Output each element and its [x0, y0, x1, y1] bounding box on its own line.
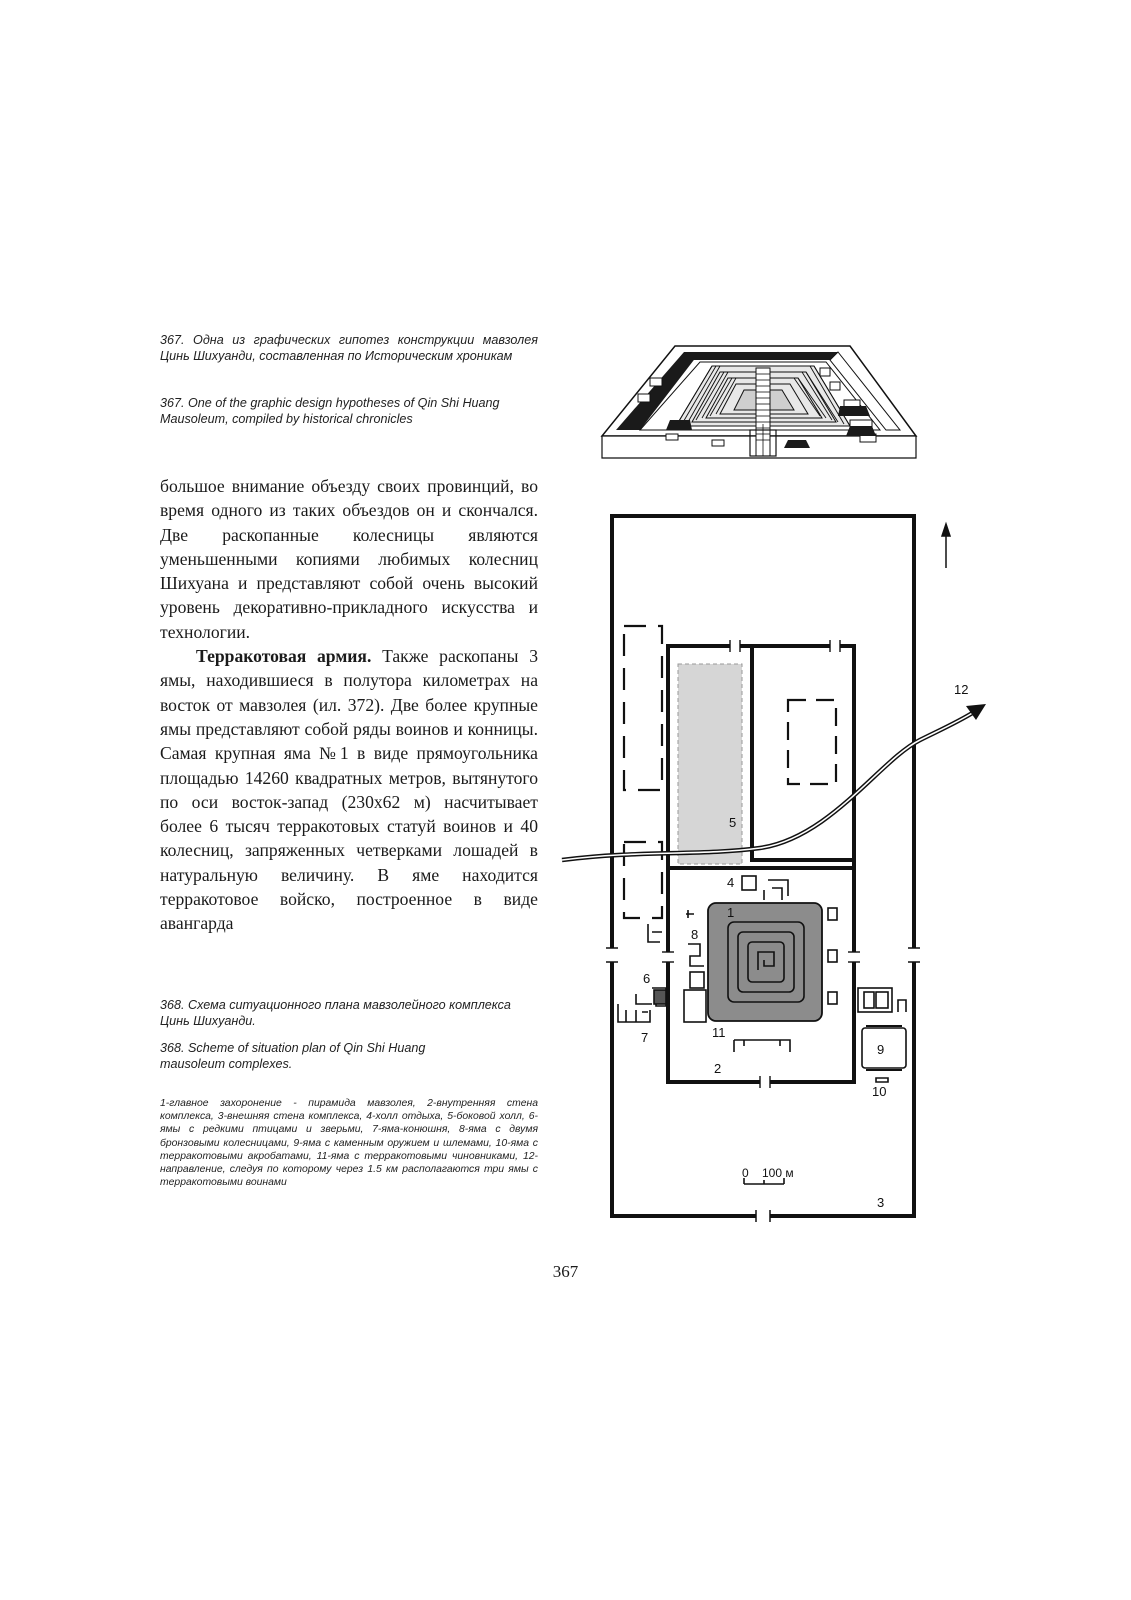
figure-368-caption-ru: 368. Схема ситуационного плана мавзолейного комплекса Цинь Шихуанди. [160, 998, 511, 1028]
label-9: 9 [877, 1042, 885, 1057]
label-7: 7 [641, 1030, 649, 1045]
dashed-area-west-north [624, 626, 662, 790]
body-text [160, 474, 538, 936]
dashed-area-northeast [788, 700, 836, 784]
mausoleum-site-plan [556, 512, 996, 1222]
label-12: 12 [954, 682, 969, 697]
label-3: 3 [877, 1195, 885, 1210]
north-arrow [942, 524, 950, 568]
scale-label: 100 м [762, 1166, 794, 1180]
pyramid-mausoleum [708, 903, 822, 1021]
label-6: 6 [643, 971, 651, 986]
body-paragraph-2-text: Также раскопаны 3 ямы, находившиеся в полутора километрах на восток от мавзолея (ил. 372). Две более крупные ямы представляют собой ряды воинов и конницы. Самая крупная яма №1 в виде прямоугольника площадью 14260 квадратных метров, вытянутого по оси восток-запад (230х62 м) насчитывает более 6 тысяч терракотовых статуй воинов и 40 колесниц, запряженных четверками лошадей в натуральную величину. В яме находится терракотовое войско, построенное в виде авангарда [160, 646, 538, 934]
section-heading-terracotta-army: Терракотовая армия. [196, 646, 372, 667]
label-10: 10 [872, 1084, 887, 1099]
label-5: 5 [729, 815, 737, 830]
label-2: 2 [714, 1061, 722, 1076]
body-paragraph-2 [160, 644, 538, 936]
page-number: 367 [552, 1262, 579, 1281]
label-11: 11 [712, 1025, 726, 1040]
direction-arrowhead [966, 704, 986, 720]
rest-hall [742, 876, 756, 890]
figure-367-caption-en: 367. One of the graphic design hypotheses of Qin Shi Huang Mausoleum, compiled by historical chronicles [160, 396, 500, 426]
body-paragraph-1: большое внимание объезду своих провинций, во время одного из таких объездов он и скончался. Две раскопанные колесницы являются уменьшенными копиями любимых колесниц Шихуана и представляют собой очень высокий уровень декоративно-прикладного искусства и технологии. [160, 476, 538, 642]
label-4: 4 [727, 875, 735, 890]
figure-368-caption-en: 368. Scheme of situation plan of Qin Shi Huang mausoleum complexes. [160, 1041, 426, 1071]
mausoleum-perspective-drawing [600, 344, 918, 462]
figure-368-legend: 1-главное захоронение - пирамида мавзолея, 2-внутренняя стена комплекса, 3-внешняя стена комплекса, 4-холл отдыха, 5-боковой холл, 6-ямы с редкими птицами и зверьми, 7-яма-конюшня, 8-яма с двумя бронзовыми колесницами, 9-яма с каменным оружием и шлемами, 10-яма с терракотовыми акробатами, 11-яма с терракотовыми чиновниками, 12-направление, следуя по которому через 1.5 км располагаются три ямы с терракотовыми воинами [160, 1098, 538, 1189]
label-1: 1 [727, 905, 735, 920]
side-hall [678, 664, 742, 864]
scale-zero: 0 [742, 1166, 749, 1180]
figure-367-caption-ru: 367. Одна из графических гипотез конструкции мавзолея Цинь Шихуанди, составленная по Историческим хроникам [160, 333, 538, 363]
label-8: 8 [691, 927, 699, 942]
